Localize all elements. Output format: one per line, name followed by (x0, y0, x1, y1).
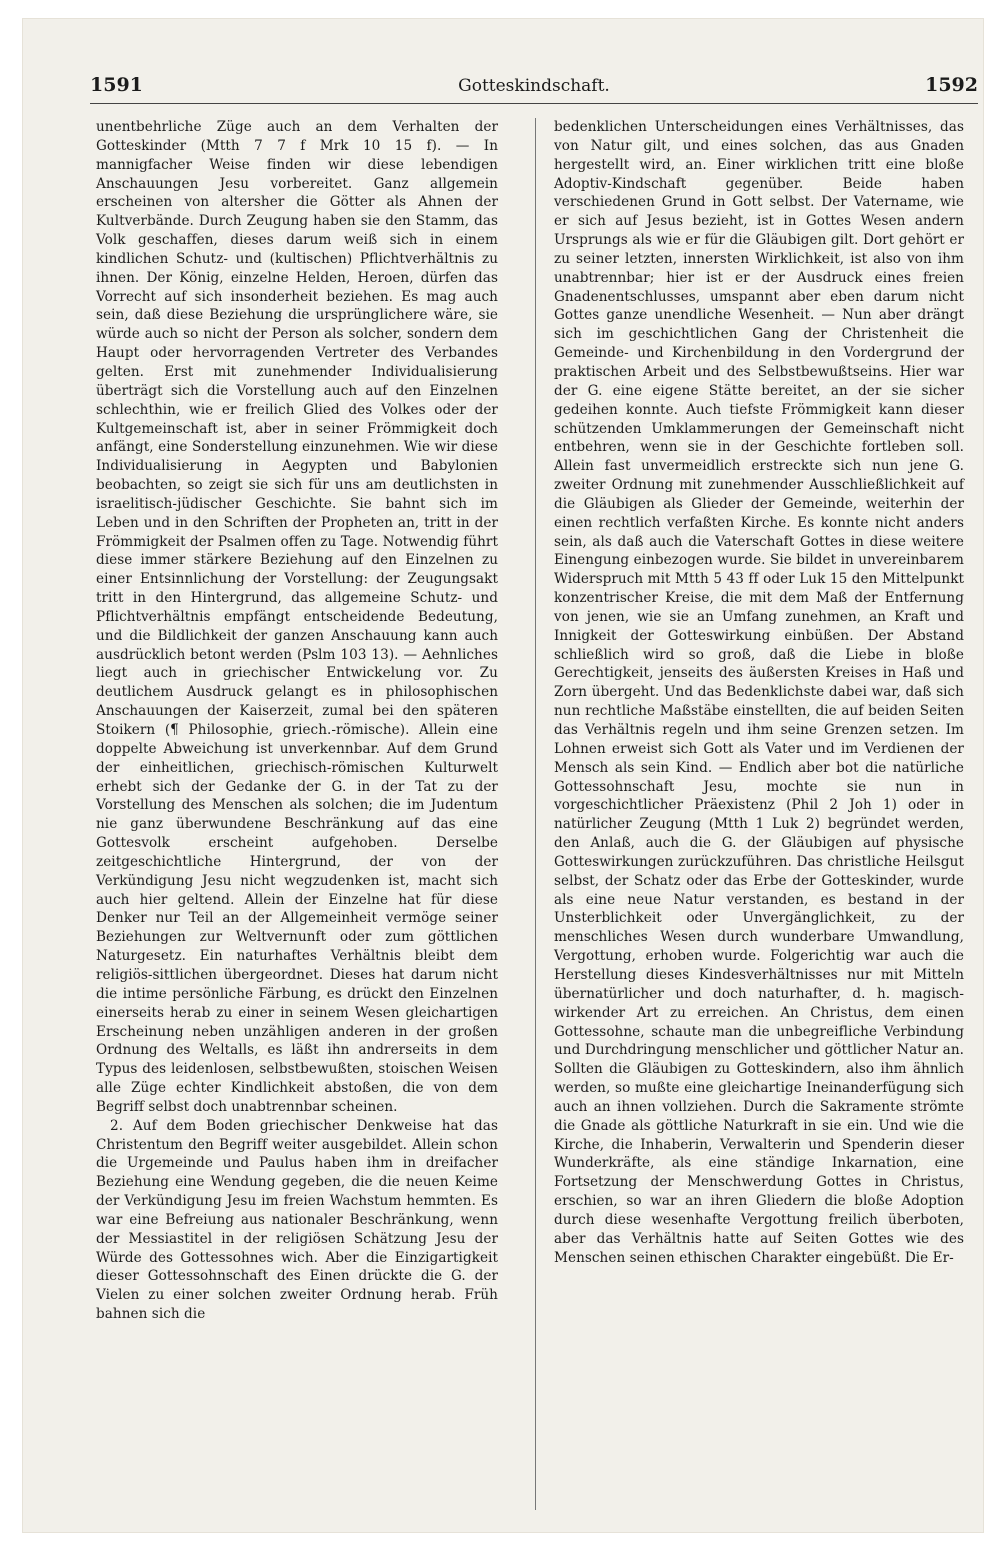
right-page-number: 1592 (925, 74, 978, 96)
column-divider (535, 118, 536, 1510)
paragraph: 2. Auf dem Boden griechischer Denkweise hat das Christentum den Begriff weiter ausgebildet. Allein schon die Urgemeinde und Paulus haben ihm in dreifacher Beziehung eine Wendung gegeben, die die neuen Keime der Verkündigung Jesu im freien Wachstum hemmten. Es war eine Befreiung aus nationaler Beschränkung, wenn der Messiastitel in der religiösen Schätzung Jesu der Würde des Gottessohnes wich. Aber die Einzigartigkeit dieser Gottessohnschaft des Einen drückte die G. der Vielen zu einer solchen zweiter Ordnung herab. Früh bahnen sich die (96, 1117, 498, 1323)
paragraph: unentbehrliche Züge auch an dem Verhalten der Gotteskinder (Mtth 7 7 f Mrk 10 15 f). — In mannigfacher Weise finden wir diese lebendigen Anschauungen Jesu vorbereitet. Ganz allgemein erscheinen von altersher die Götter als Ahnen der Kultverbände. Durch Zeugung haben sie den Stamm, das Volk geschaffen, dieses darum weiß sich in einem kindlichen Schutz- und (kultischen) Pflichtverhältnis zu ihnen. Der König, einzelne Helden, Heroen, dürfen das Vorrecht auf sich insonderheit beziehen. Es mag auch sein, daß diese Beziehung die ursprünglichere wäre, sie würde auch so nicht der Person als solcher, sondern dem Haupt oder hervorragenden Vertreter des Verbandes gelten. Erst mit zunehmender Individualisierung überträgt sich die Vorstellung auch auf den Einzelnen schlechthin, wie er freilich Glied des Volkes oder der Kultgemeinschaft ist, aber in seiner Frömmigkeit doch anfängt, eine Sonderstellung einzunehmen. Wie wir diese Individualisierung in Aegypten und Babylonien beobachten, so zeigt sie sich für uns am deutlichsten in israelitisch-jüdischer Geschichte. Sie bahnt sich im Leben und in den Schriften der Propheten an, tritt in der Frömmigkeit der Psalmen offen zu Tage. Notwendig führt diese immer stärkere Beziehung auf den Einzelnen zu einer Entsinnlichung der Vorstellung: der Zeugungsakt tritt in den Hintergrund, das allgemeine Schutz- und Pflichtverhältnis empfängt entscheidende Bedeutung, und die Bildlichkeit der ganzen Anschauung kann auch ausdrücklich betont werden (Pslm 103 13). — Aehnliches liegt auch in griechischer Entwickelung vor. Zu deutlichem Ausdruck gelangt es in philosophischen Anschauungen der Kaiserzeit, zumal bei den späteren Stoikern (¶ Philosophie, griech.-römische). Allein eine doppelte Abweichung ist unverkennbar. Auf dem Grund der einheitlichen, griechisch-römischen Kulturwelt erhebt sich der Gedanke der G. in der Tat zu der Vorstellung des Menschen als solchen; die im Judentum nie ganz überwundene Beschränkung auf das eine Gottesvolk erscheint aufgehoben. Derselbe zeitgeschichtliche Hintergrund, der von der Verkündigung Jesu nicht wegzudenken ist, macht sich auch hier geltend. Allein der Einzelne hat für diese Denker nur Teil an der Allgemeinheit vermöge seiner Beziehungen zur Weltvernunft oder zum göttlichen Naturgesetz. Ein naturhaftes Verhältnis bleibt dem religiös-sittlichen übergeordnet. Dieses hat darum nicht die intime persönliche Färbung, es drückt den Einzelnen einerseits herab zu einer in seinem Wesen gleichartigen Erscheinung neben unzähligen anderen in der großen Ordnung des Weltalls, es läßt ihn andrerseits in dem Typus des leidenlosen, selbstbewußten, stoischen Weisen alle Züge echter Kindlichkeit abstoßen, die von dem Begriff selbst doch unabtrennbar scheinen. (96, 119, 498, 1115)
left-page-number: 1591 (90, 74, 143, 96)
running-title: Gotteskindschaft. (458, 76, 610, 96)
text-column-right (554, 118, 964, 1518)
text-column-left (96, 118, 498, 1518)
page-header (90, 74, 978, 104)
header-rule (90, 103, 978, 104)
paragraph: bedenklichen Unterscheidungen eines Verhältnisses, das von Natur gilt, und eines solchen, das aus Gnaden hergestellt wird, an. Einer wirklichen tritt eine bloße Adoptiv-Kindschaft gegenüber. Beide haben verschiedenen Grund in Gott selbst. Der Vatername, wie er sich auf Jesus bezieht, ist in Gottes Wesen andern Ursprungs als wie er für die Gläubigen gilt. Dort gehört er zu seiner letzten, innersten Wirklichkeit, ist also von ihm unabtrennbar; hier ist er der Ausdruck eines freien Gnadenentschlusses, umspannt aber eben darum nicht Gottes ganze unendliche Wesenheit. — Nun aber drängt sich im geschichtlichen Gang der Christenheit die Gemeinde- und Kirchenbildung in den Vordergrund der praktischen Arbeit und des Selbstbewußtseins. Hier war der G. eine eigene Stätte bereitet, an der sie sicher gedeihen konnte. Auch tiefste Frömmigkeit kann dieser schützenden Umklammerungen der Gemeinschaft nicht entbehren, wenn sie in der Geschichte fortleben soll. Allein fast unvermeidlich erstreckte sich nun jene G. zweiter Ordnung mit zunehmender Ausschließlichkeit auf die Gläubigen als Glieder der Gemeinde, weiterhin der einen rechtlich verfaßten Kirche. Es konnte nicht anders sein, als daß auch die Vaterschaft Gottes in diese weitere Einengung einbezogen wurde. Sie bildet in unvereinbarem Widerspruch mit Mtth 5 43 ff oder Luk 15 den Mittelpunkt konzentrischer Kreise, die mit dem Maß der Entfernung von jenen, wie sie an Umfang zunehmen, an Kraft und Innigkeit der Gotteswirkung einbüßen. Der Abstand schließlich wird so groß, daß die Liebe in bloße Gerechtigkeit, jenseits des äußersten Kreises in Haß und Zorn übergeht. Und das Bedenklichste dabei war, daß sich nun rechtliche Maßstäbe einstellten, die auf beiden Seiten das Verhältnis regeln und ihm seine Grenzen setzen. Im Lohnen erweist sich Gott als Vater und im Verdienen der Mensch als sein Kind. — Endlich aber bot die natürliche Gottessohnschaft Jesu, mochte sie nun in vorgeschichtlicher Präexistenz (Phil 2 Joh 1) oder in natürlicher Zeugung (Mtth 1 Luk 2) begründet werden, den Anlaß, auch die G. der Gläubigen auf physische Gotteswirkungen zurückzuführen. Das christliche Heilsgut selbst, der Schatz oder das Erbe der Gotteskinder, wurde als eine neue Natur verstanden, es bestand in der Unsterblichkeit oder Unvergänglichkeit, zu der menschliches Wesen durch wunderbare Umwandlung, Vergottung, erhoben wurde. Folgerichtig war auch die Herstellung dieses Kindesverhältnisses nur mit Mitteln übernatürlicher und doch naturhafter, d. h. magisch-wirkender Art zu erreichen. An Christus, dem einen Gottessohne, schaute man die unbegreifliche Verbindung und Durchdringung menschlicher und göttlicher Natur an. Sollten die Gläubigen zu Gotteskindern, also ihm ähnlich werden, so mußte eine gleichartige Ineinanderfügung sich auch an ihnen vollziehen. Durch die Sakramente strömte die Gnade als göttliche Naturkraft in sie ein. Und wie die Kirche, die Inhaberin, Verwalterin und Spenderin dieser Wunderkräfte, als eine ständige Inkarnation, eine Fortsetzung der Menschwerdung Gottes in Christus, erschien, so war an ihren Gliedern die bloße Adoption durch diese wesenhafte Vergottung freilich überboten, aber das Verhältnis hatte auf Seiten Gottes wie des Menschen seinen ethischen Charakter eingebüßt. Die Er- (554, 119, 964, 1266)
